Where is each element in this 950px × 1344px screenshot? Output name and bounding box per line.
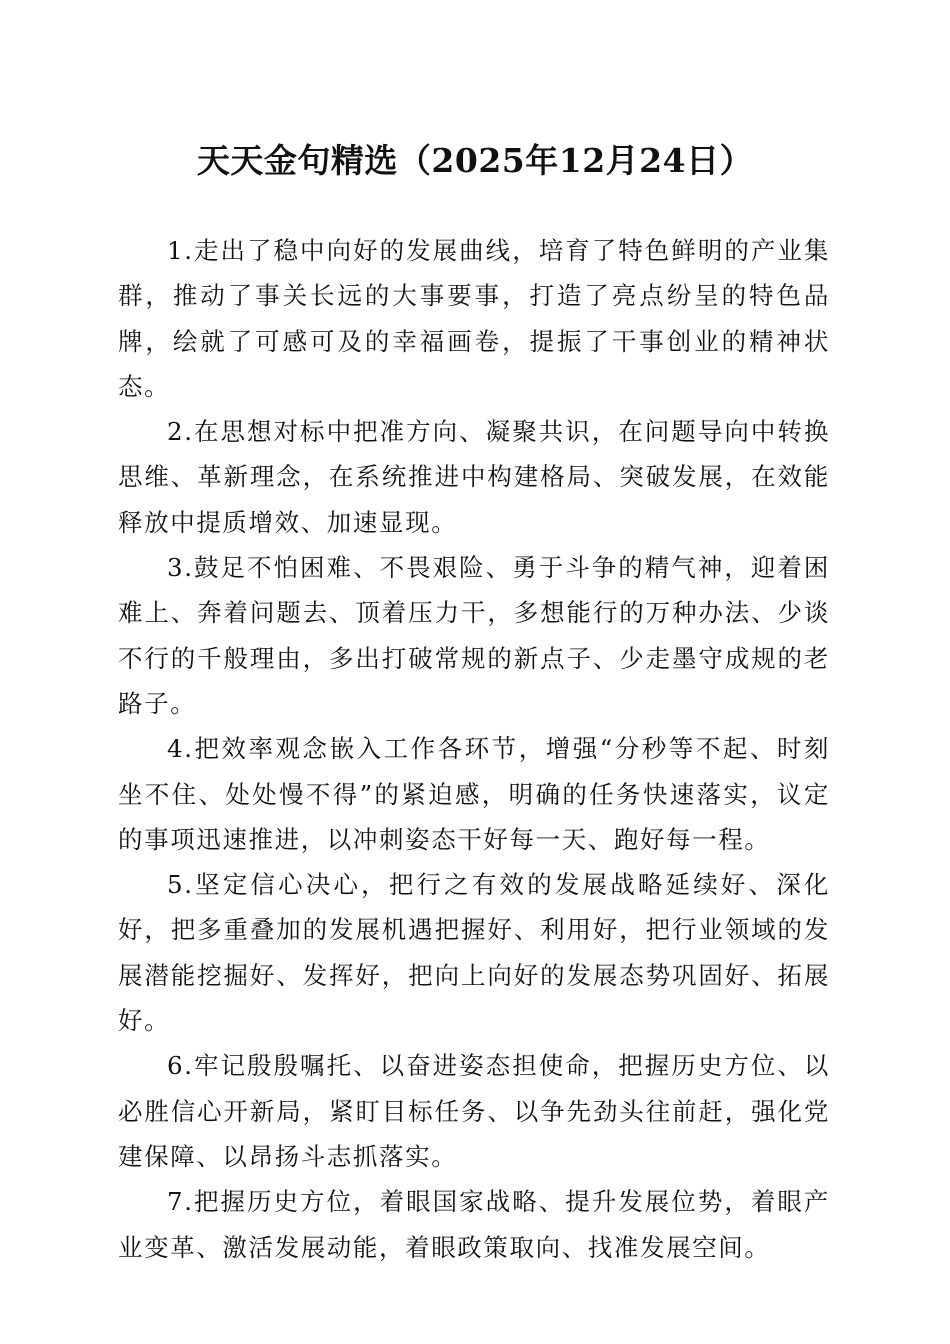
paragraph-6: 6.牢记殷殷嘱托、以奋进姿态担使命，把握历史方位、以必胜信心开新局，紧盯目标任务、以争先劲头往前赶，强化党建保障、以昂扬斗志抓落实。 [118,1051,830,1171]
document-title: 天天金句精选（2025年12月24日） [196,141,754,180]
paragraph-1: 1.走出了稳中向好的发展曲线，培育了特色鲜明的产业集群，推动了事关长远的大事要事，打造了亮点纷呈的特色品牌，绘就了可感可及的幸福画卷，提振了干事创业的精神状态。 [118,236,830,401]
paragraph-4: 4.把效率观念嵌入工作各环节，增强“分秒等不起、时刻坐不住、处处慢不得”的紧迫感，明确的任务快速落实，议定的事项迅速推进，以冲刺姿态干好每一天、跑好每一程。 [118,734,830,854]
paragraph-2: 2.在思想对标中把准方向、凝聚共识，在问题导向中转换思维、革新理念，在系统推进中构建格局、突破发展，在效能释放中提质增效、加速显现。 [118,417,830,537]
document-body [118,228,830,1270]
paragraph-7: 7.把握历史方位，着眼国家战略、提升发展位势，着眼产业变革、激活发展动能，着眼政策取向、找准发展空间。 [118,1187,830,1262]
paragraph-5: 5.坚定信心决心，把行之有效的发展战略延续好、深化好，把多重叠加的发展机遇把握好、利用好，把行业领域的发展潜能挖掘好、发挥好，把向上向好的发展态势巩固好、拓展好。 [118,870,830,1036]
paragraph-3: 3.鼓足不怕困难、不畏艰险、勇于斗争的精气神，迎着困难上、奔着问题去、顶着压力干，多想能行的万种办法、少谈不行的千般理由，多出打破常规的新点子、少走墨守成规的老路子。 [118,553,830,718]
